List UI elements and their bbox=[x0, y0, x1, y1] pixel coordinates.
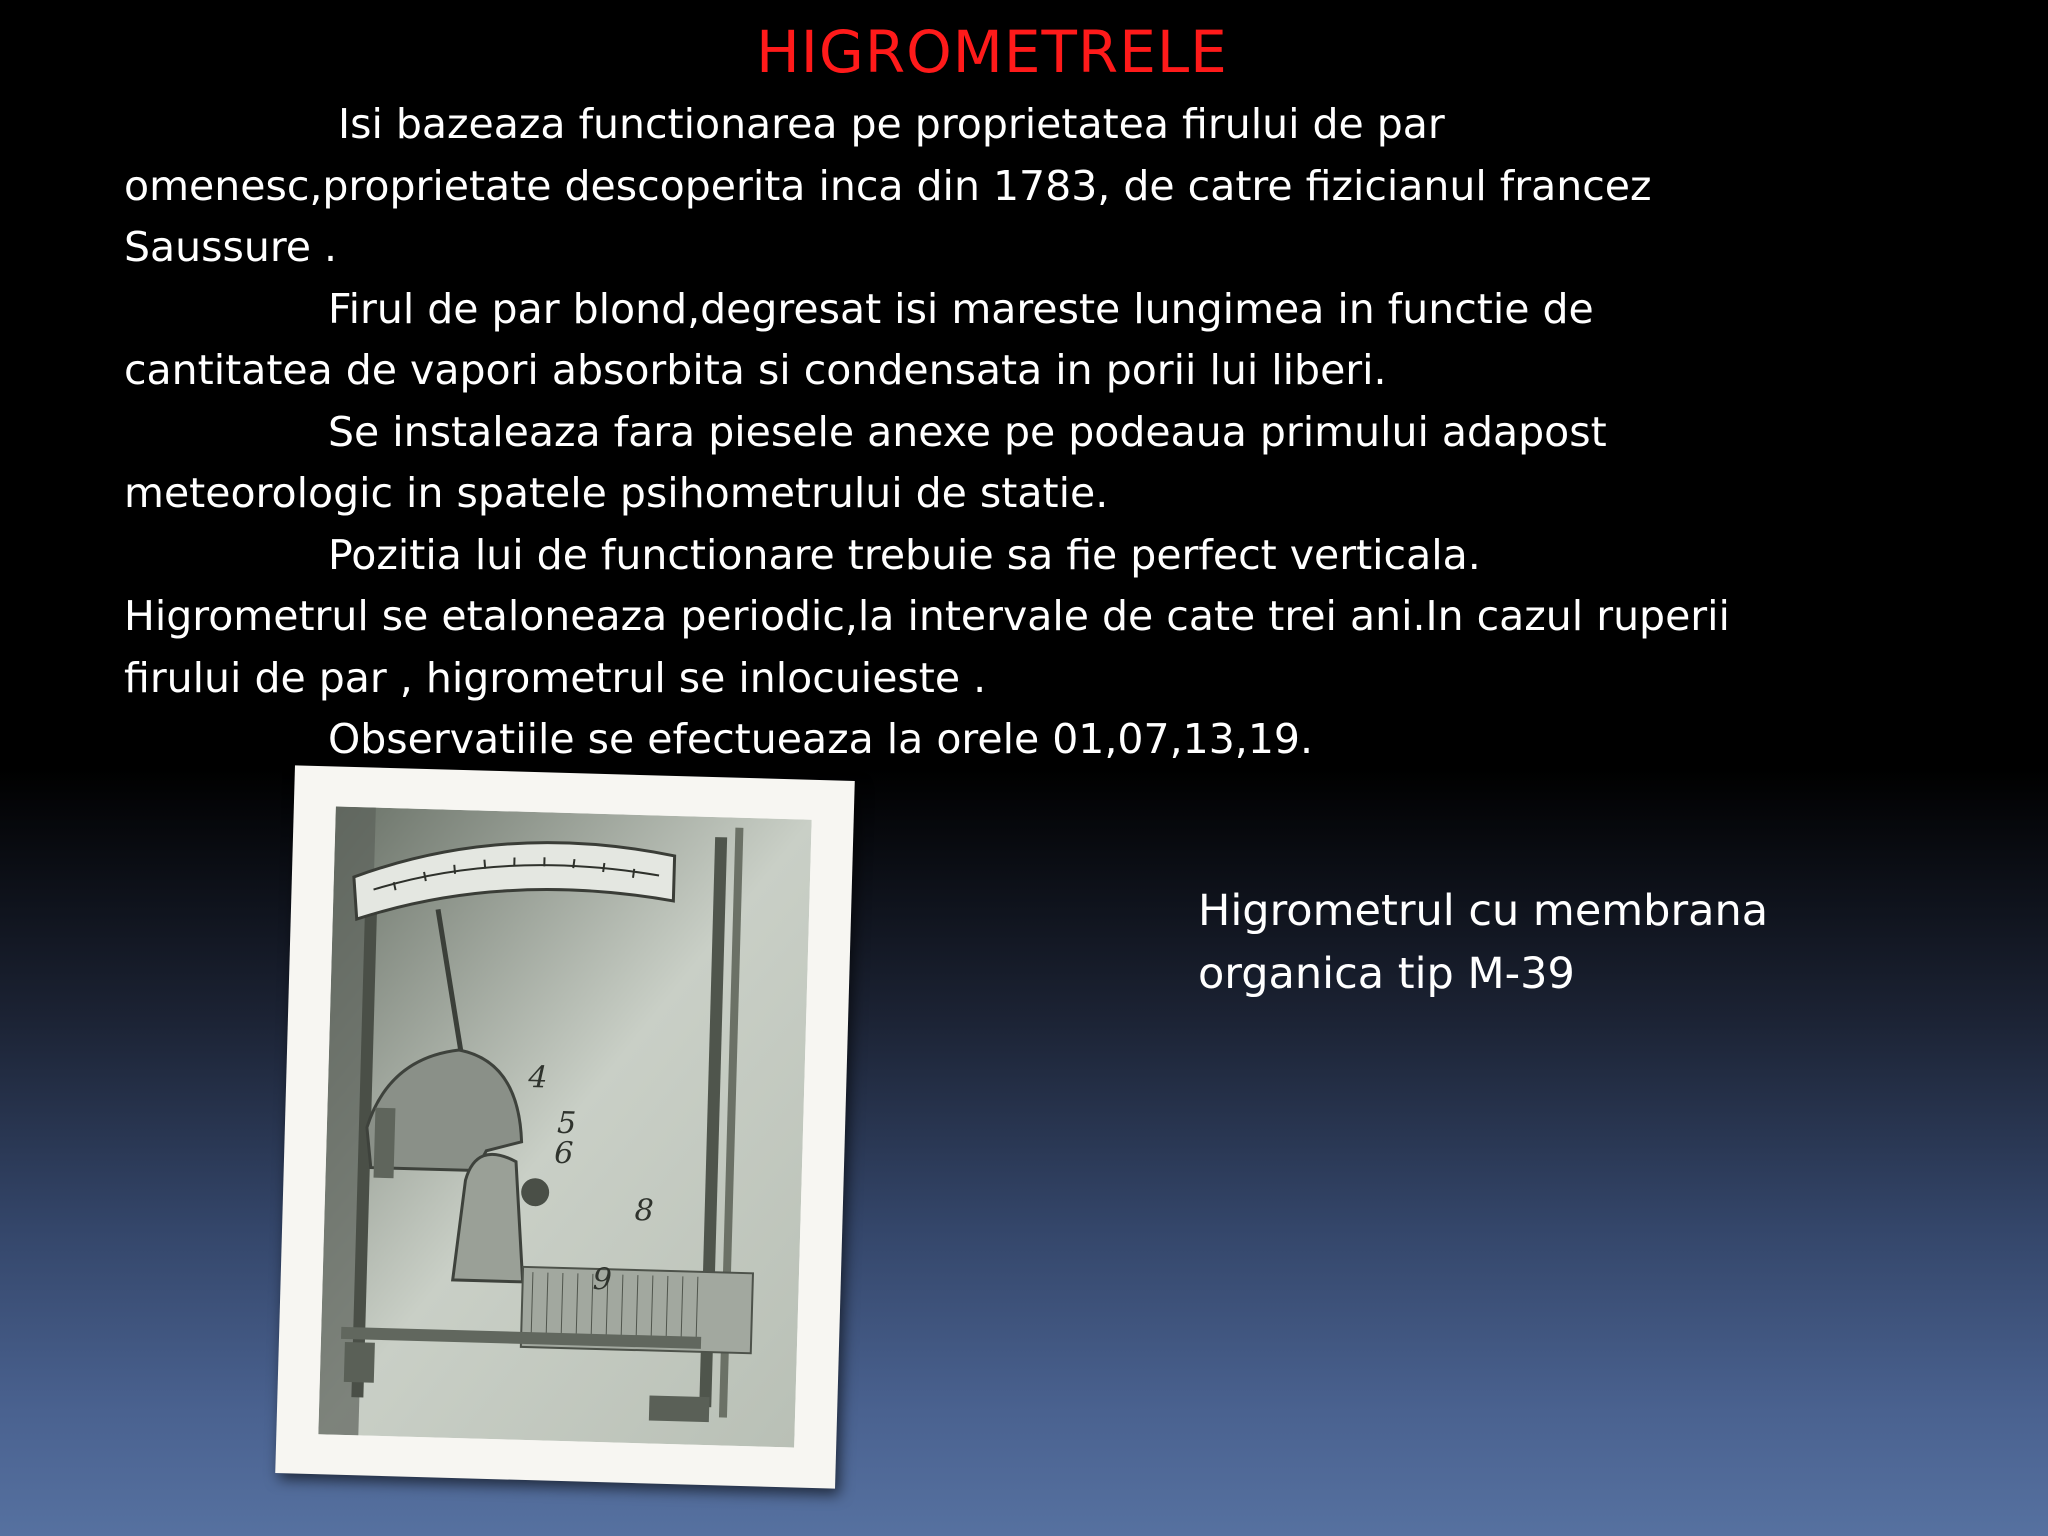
caption-line: Higrometrul cu membrana bbox=[1198, 886, 1769, 936]
figure-label: 5 bbox=[556, 1105, 577, 1142]
paragraph-line: Pozitia lui de functionare trebuie sa fie perfect verticala. bbox=[328, 530, 1481, 579]
hygrometer-illustration bbox=[318, 806, 811, 1447]
figure-label: 8 bbox=[634, 1192, 655, 1229]
paragraph-line: Higrometrul se etaloneaza periodic,la intervale de cate trei ani.In cazul ruperii bbox=[124, 592, 1730, 640]
figure-label: 9 bbox=[592, 1261, 613, 1298]
paragraph-line: Isi bazeaza functionarea pe proprietatea firului de par bbox=[338, 100, 1445, 148]
paragraph-line: Observatiile se efectueaza la orele 01,07,13,19. bbox=[328, 715, 1314, 763]
paragraph-line: Se instaleaza fara piesele anexe pe podeaua primului adapost bbox=[328, 407, 1607, 456]
paragraph-line: meteorologic in spatele psihometrului de statie. bbox=[124, 469, 1109, 517]
paragraph-line: firului de par , higrometrul se inlocuieste . bbox=[124, 653, 987, 702]
paragraph-line: omenesc,proprietate descoperita inca din 1783, de catre fizicianul francez bbox=[124, 161, 1652, 210]
caption-line: organica tip M-39 bbox=[1198, 949, 1575, 999]
body-text bbox=[124, 94, 1904, 771]
paragraph-line: Firul de par blond,degresat isi mareste lungimea in functie de bbox=[328, 284, 1594, 333]
paragraph-line: cantitatea de vapori absorbita si condensata in porii lui liberi. bbox=[124, 346, 1387, 394]
slide-title: HIGROMETRELE bbox=[756, 18, 1228, 86]
paragraph-line: Saussure . bbox=[124, 223, 338, 271]
hygrometer-photo bbox=[275, 765, 855, 1488]
figure-label: 4 bbox=[527, 1059, 548, 1096]
image-caption bbox=[1198, 880, 1798, 1006]
figure-label: 6 bbox=[553, 1135, 574, 1172]
